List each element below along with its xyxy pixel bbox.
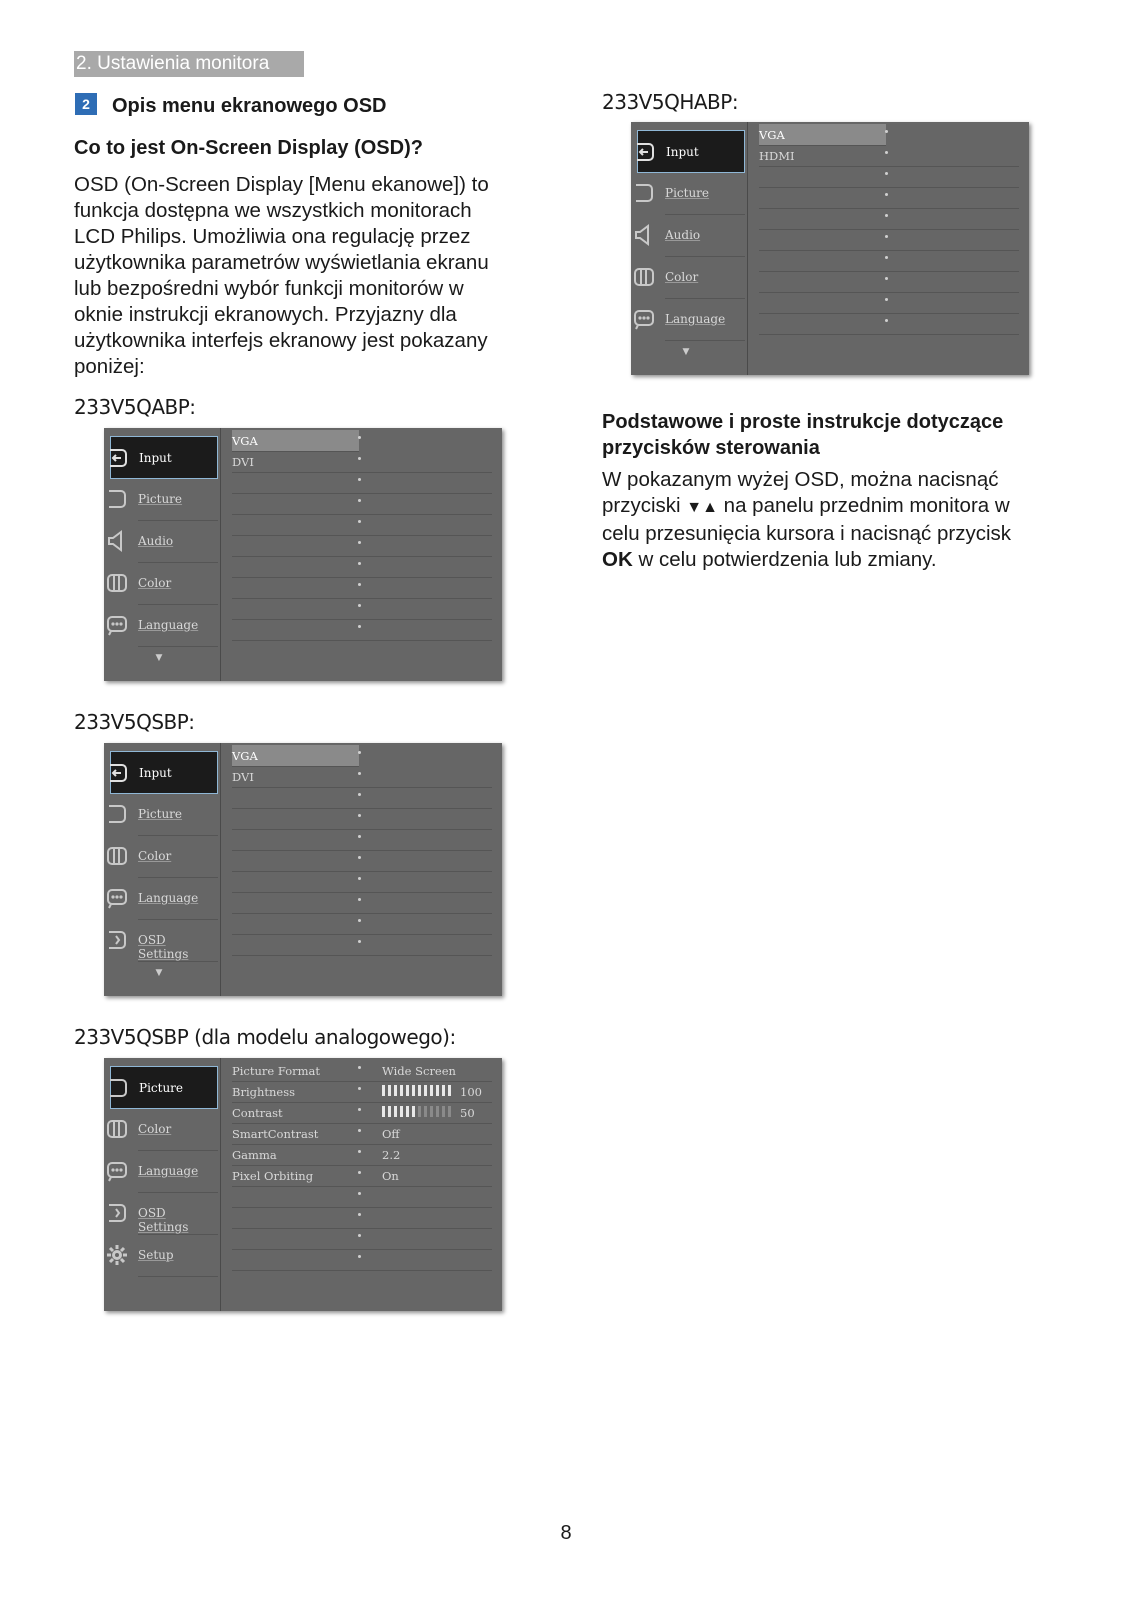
osd-screenshot-233v5qsbp (104, 743, 502, 996)
bullet-dot (358, 562, 361, 565)
language-icon (107, 887, 129, 909)
osd-screenshot-233v5qhabp (631, 122, 1029, 375)
osd-question-heading: Co to jest On-Screen Display (OSD)? (74, 137, 423, 159)
audio-icon (634, 224, 656, 246)
bullet-dot (358, 1234, 361, 1237)
osd-menu-label: Language (138, 618, 199, 632)
osd-menu-label: Picture (665, 186, 710, 200)
osd-options-panel (220, 428, 502, 681)
osd-setting-value: On (382, 1169, 399, 1183)
color-icon (107, 1118, 129, 1140)
paragraph-line: użytkownika parametrów wyświetlania ekranu (74, 251, 489, 274)
osd-settings-icon (107, 929, 129, 951)
bullet-dot (358, 940, 361, 943)
osd-menu-label: Input (139, 766, 172, 780)
osd-option-label: VGA (232, 434, 258, 448)
osd-menu-item[interactable] (110, 1108, 218, 1151)
osd-option-row (759, 250, 1019, 272)
osd-menu-item[interactable] (110, 436, 218, 479)
osd-menu-item[interactable] (637, 256, 745, 299)
osd-menu-divider (138, 1276, 218, 1277)
osd-options-panel (220, 743, 502, 996)
osd-settings-icon (107, 1202, 129, 1224)
bullet-dot (885, 319, 888, 322)
paragraph-line: użytkownika interfejs ekranowy jest pokazany (74, 329, 488, 352)
osd-menu-label: OSD Settings (138, 1206, 189, 1234)
osd-setting-row[interactable] (232, 1144, 492, 1166)
bullet-dot (358, 1192, 361, 1195)
osd-menu-label: Language (138, 1164, 199, 1178)
osd-setting-name: Brightness (232, 1085, 296, 1099)
osd-screenshot-233v5qsbp-analog (104, 1058, 502, 1311)
osd-options-panel (220, 1058, 502, 1311)
bullet-dot (885, 151, 888, 154)
bullet-dot (358, 478, 361, 481)
language-icon (107, 614, 129, 636)
osd-option-row (232, 472, 492, 494)
bullet-dot (358, 856, 361, 859)
osd-menu-item[interactable] (637, 214, 745, 257)
osd-menu-item[interactable] (110, 1192, 218, 1235)
osd-option-row (232, 577, 492, 599)
osd-menu-label: Setup (138, 1248, 174, 1262)
scroll-down-icon[interactable]: ▼ (155, 968, 163, 978)
bullet-dot (358, 835, 361, 838)
osd-menu-label: Color (665, 270, 699, 284)
setup-icon (107, 1244, 129, 1266)
osd-sidebar (631, 122, 748, 375)
bullet-dot (358, 793, 361, 796)
picture-icon (107, 803, 129, 825)
bullet-dot (358, 814, 361, 817)
bullet-dot (358, 520, 361, 523)
bullet-dot (358, 625, 361, 628)
heading-line: przycisków sterowania (602, 437, 820, 459)
osd-menu-item[interactable] (637, 172, 745, 215)
osd-menu-divider (665, 340, 745, 341)
osd-menu-label: Picture (138, 807, 183, 821)
section-header: 2. Ustawienia monitora (74, 51, 304, 77)
model-label-233v5qsbp: 233V5QSBP: (74, 710, 195, 734)
osd-setting-row[interactable] (232, 1081, 492, 1103)
osd-menu-item[interactable] (110, 604, 218, 647)
bullet-dot (358, 1213, 361, 1216)
bullet-dot (885, 130, 888, 133)
paragraph-line: W pokazanym wyżej OSD, można nacisnąć (602, 468, 999, 491)
bullet-dot (358, 541, 361, 544)
osd-menu-item[interactable] (110, 877, 218, 920)
bullet-dot (358, 898, 361, 901)
osd-option-row (232, 556, 492, 578)
paragraph-line: LCD Philips. Umożliwia ona regulację przez (74, 225, 471, 248)
osd-menu-label: Audio (665, 228, 701, 242)
paragraph-text: na panelu przednim monitora w (723, 494, 1010, 517)
osd-option-row[interactable] (759, 145, 1019, 167)
controls-paragraph (602, 467, 1011, 573)
picture-icon (107, 488, 129, 510)
osd-option-label: HDMI (759, 149, 795, 163)
bullet-dot (358, 457, 361, 460)
osd-setting-value: 2.2 (382, 1148, 401, 1162)
osd-menu-item[interactable] (110, 793, 218, 836)
osd-option-row (232, 829, 492, 851)
color-icon (107, 572, 129, 594)
osd-menu-item[interactable] (110, 1066, 218, 1109)
bullet-dot (358, 1108, 361, 1111)
osd-option-row[interactable] (232, 745, 359, 767)
osd-sidebar (104, 428, 221, 681)
controls-heading (602, 409, 1003, 461)
osd-setting-name: Gamma (232, 1148, 277, 1162)
osd-option-row (232, 871, 492, 893)
bullet-dot (358, 1066, 361, 1069)
osd-option-label: DVI (232, 770, 254, 784)
osd-setting-name: Contrast (232, 1106, 283, 1120)
osd-menu-item[interactable] (110, 1234, 218, 1277)
color-icon (107, 845, 129, 867)
bullet-dot (358, 751, 361, 754)
paragraph-text: w celu potwierdzenia lub zmiany. (638, 548, 937, 571)
heading-line: Podstawowe i proste instrukcje dotyczące (602, 411, 1004, 433)
osd-option-row (232, 787, 492, 809)
osd-menu-item[interactable] (637, 298, 745, 341)
osd-option-label: DVI (232, 455, 254, 469)
osd-menu-label: Language (665, 312, 726, 326)
osd-setting-name: SmartContrast (232, 1127, 319, 1141)
osd-setting-row[interactable] (232, 1102, 492, 1124)
osd-option-row (759, 166, 1019, 188)
bullet-dot (885, 235, 888, 238)
down-up-arrow-icons: ▼▲ (686, 499, 718, 516)
bullet-dot (885, 298, 888, 301)
osd-option-row (232, 808, 492, 830)
osd-setting-value: 50 (460, 1106, 475, 1120)
bullet-dot (358, 1129, 361, 1132)
bullet-dot (885, 172, 888, 175)
bullet-dot (358, 436, 361, 439)
osd-menu-divider (138, 646, 218, 647)
picture-icon (108, 1077, 130, 1099)
ok-button-label: OK (602, 548, 633, 571)
osd-setting-row[interactable] (232, 1060, 492, 1082)
bullet-dot (885, 277, 888, 280)
section-number-badge: 2 (75, 93, 97, 115)
model-label-233v5qhabp: 233V5QHABP: (602, 90, 739, 114)
osd-option-row (759, 187, 1019, 209)
osd-option-row (232, 934, 492, 956)
osd-option-row (759, 313, 1019, 335)
paragraph-line: funkcja dostępna we wszystkich monitorach (74, 199, 472, 222)
level-bar (382, 1085, 454, 1097)
osd-option-row[interactable] (232, 451, 492, 473)
bullet-dot (358, 877, 361, 880)
osd-option-row (232, 514, 492, 536)
model-label-233v5qsbp-analog: 233V5QSBP (dla modelu analogowego): (74, 1025, 456, 1049)
osd-option-label: VGA (759, 128, 785, 142)
paragraph-line: poniżej: (74, 355, 145, 378)
paragraph-line (602, 547, 1011, 573)
paragraph-line: oknie instrukcji ekranowych. Przyjazny dla (74, 303, 457, 326)
osd-option-row[interactable] (232, 430, 359, 452)
osd-option-row (232, 493, 492, 515)
scroll-down-icon[interactable]: ▼ (682, 347, 690, 357)
osd-menu-divider (138, 961, 218, 962)
audio-icon (107, 530, 129, 552)
bullet-dot (358, 1150, 361, 1153)
osd-menu-item[interactable] (110, 562, 218, 605)
osd-menu-label: Input (666, 145, 699, 159)
osd-option-row (232, 892, 492, 914)
osd-menu-item[interactable] (110, 478, 218, 521)
osd-heading: Opis menu ekranowego OSD (112, 95, 387, 117)
input-icon (635, 141, 657, 163)
bullet-dot (358, 1171, 361, 1174)
bullet-dot (885, 193, 888, 196)
osd-setting-name: Picture Format (232, 1064, 320, 1078)
bullet-dot (358, 604, 361, 607)
paragraph-line (602, 493, 1011, 521)
osd-setting-row[interactable] (232, 1165, 492, 1187)
color-icon (634, 266, 656, 288)
osd-menu-item[interactable] (110, 835, 218, 878)
osd-option-row[interactable] (232, 766, 492, 788)
osd-option-row (232, 535, 492, 557)
osd-option-row (759, 208, 1019, 230)
osd-sidebar (104, 1058, 221, 1311)
osd-setting-value: 100 (460, 1085, 482, 1099)
osd-menu-label: Input (139, 451, 172, 465)
page-number: 8 (560, 1522, 572, 1544)
bullet-dot (358, 772, 361, 775)
osd-setting-value: Wide Screen (382, 1064, 456, 1078)
osd-option-row[interactable] (759, 124, 886, 146)
bullet-dot (358, 1087, 361, 1090)
osd-options-panel (747, 122, 1029, 375)
osd-menu-label: Color (138, 1122, 172, 1136)
model-label-233v5qabp: 233V5QABP: (74, 395, 196, 419)
osd-menu-label: Color (138, 849, 172, 863)
osd-option-row (759, 271, 1019, 293)
osd-menu-item[interactable] (110, 751, 218, 794)
picture-icon (634, 182, 656, 204)
input-icon (108, 447, 130, 469)
paragraph-line: OSD (On-Screen Display [Menu ekanowe]) to (74, 173, 489, 196)
osd-setting-row (232, 1186, 492, 1208)
paragraph-line: celu przesunięcia kursora i nacisnąć przycisk (602, 522, 1012, 545)
osd-menu-label: Language (138, 891, 199, 905)
osd-option-row (232, 598, 492, 620)
bullet-dot (885, 214, 888, 217)
osd-option-label: VGA (232, 749, 258, 763)
osd-setting-row (232, 1228, 492, 1250)
bullet-dot (358, 919, 361, 922)
osd-screenshot-233v5qabp (104, 428, 502, 681)
bullet-dot (885, 256, 888, 259)
osd-menu-item[interactable] (110, 919, 218, 962)
scroll-down-icon[interactable]: ▼ (155, 653, 163, 663)
osd-menu-label: Picture (139, 1081, 184, 1095)
osd-setting-row[interactable] (232, 1123, 492, 1145)
bullet-dot (358, 1255, 361, 1258)
osd-option-row (232, 913, 492, 935)
paragraph-text: przyciski (602, 494, 681, 517)
osd-option-row (232, 850, 492, 872)
osd-menu-label: Color (138, 576, 172, 590)
osd-option-row (232, 619, 492, 641)
osd-menu-label: Picture (138, 492, 183, 506)
osd-sidebar (104, 743, 221, 996)
osd-menu-item[interactable] (110, 520, 218, 563)
osd-menu-label: Audio (138, 534, 174, 548)
level-bar (382, 1106, 454, 1118)
osd-menu-label: OSD Settings (138, 933, 189, 961)
osd-intro-paragraph (74, 172, 489, 380)
bullet-dot (358, 583, 361, 586)
osd-menu-item[interactable] (637, 130, 745, 173)
paragraph-line: lub bezpośredni wybór funkcji monitorów w (74, 277, 464, 300)
osd-option-row (759, 229, 1019, 251)
osd-option-row (759, 292, 1019, 314)
language-icon (107, 1160, 129, 1182)
osd-setting-name: Pixel Orbiting (232, 1169, 314, 1183)
language-icon (634, 308, 656, 330)
osd-setting-row (232, 1207, 492, 1229)
osd-setting-row (232, 1249, 492, 1271)
input-icon (108, 762, 130, 784)
osd-setting-value: Off (382, 1127, 400, 1141)
bullet-dot (358, 499, 361, 502)
osd-menu-item[interactable] (110, 1150, 218, 1193)
